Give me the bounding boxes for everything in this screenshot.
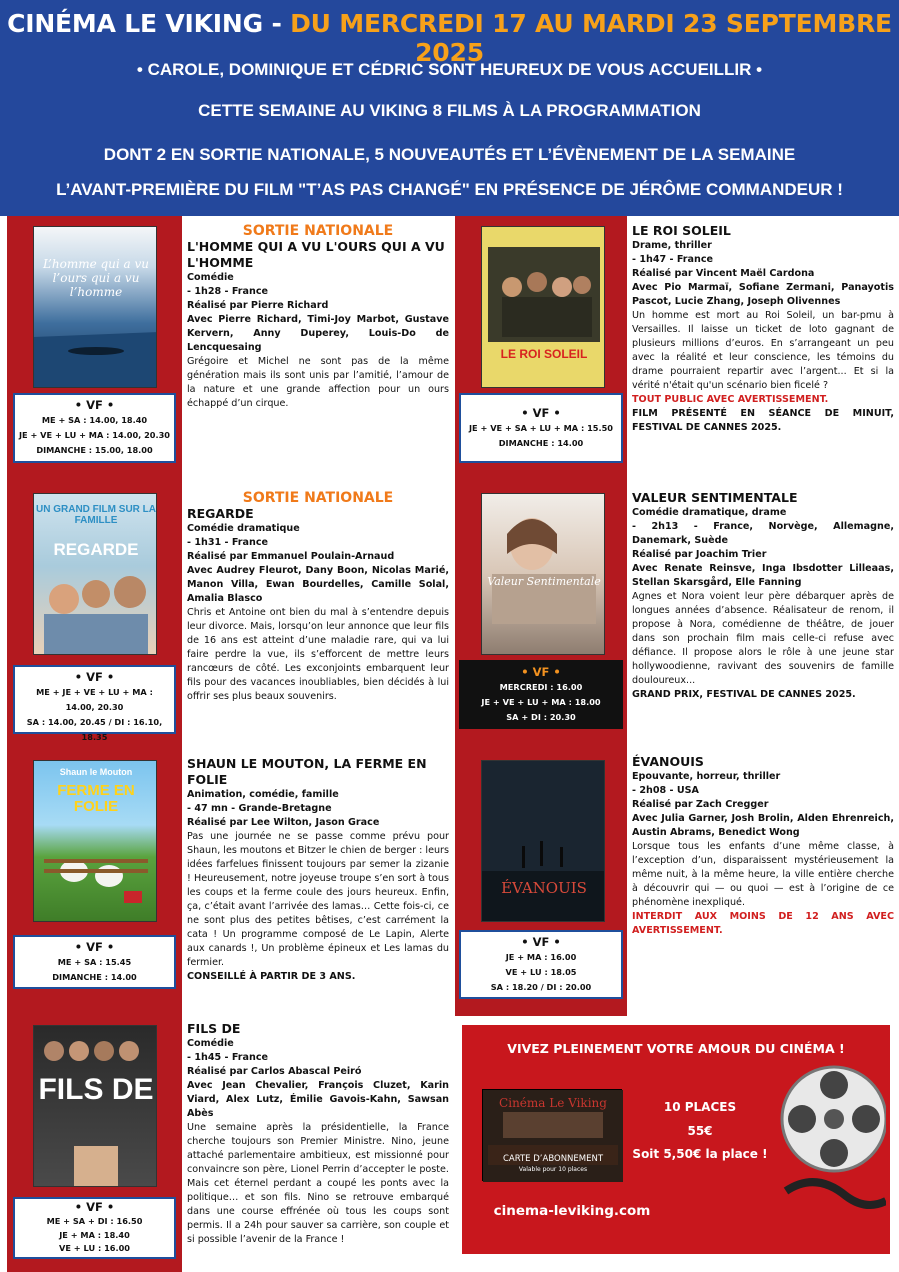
film-synopsis: Chris et Antoine ont bien du mal à s’entendre depuis leur divorce. Mais, lorsqu’on leur annonce que leur fils de 16 ans est atteint d’une maladie rare, qui va lui faire perdre la vue, ils s’efforcent de mettre leurs rancœurs de côté. Les exconjoints embarquent leur fils pour des vacances inoubliables, bien décidés à lui offrir ses plus beaux souvenirs. bbox=[187, 607, 449, 702]
film-fils-de bbox=[187, 1021, 449, 1247]
film-genre: Comédie bbox=[187, 1038, 234, 1049]
showtimes-homme bbox=[13, 393, 176, 463]
poster-homme-art bbox=[34, 227, 157, 388]
promo-heading: VIVEZ PLEINEMENT VOTRE AMOUR DU CINÉMA ! bbox=[507, 1041, 845, 1056]
showtimes-fils-de bbox=[13, 1197, 176, 1259]
programme-line: CETTE SEMAINE AU VIKING 8 FILMS À LA PROGRAMMATION bbox=[198, 101, 701, 120]
film-info: - 1h31 - France bbox=[187, 537, 269, 548]
badge-sortie-nationale: SORTIE NATIONALE bbox=[242, 223, 394, 239]
film-info: - 1h47 - France bbox=[632, 254, 714, 265]
poster-shaun-top: Shaun le Mouton bbox=[59, 767, 133, 777]
event-line: L’AVANT-PREMIÈRE DU FILM "T’AS PAS CHANGÉ" EN PRÉSENCE DE JÉRÔME COMMANDEUR ! bbox=[56, 180, 843, 199]
film-synopsis: Un homme est mort au Roi Soleil, un bar-pmu à Versailles. Il laisse un ticket de loto gagnant de plusieurs millions d’euros. En s’arrangeant un peu avec la réalité et leur conscience, les témoins du drame pourraient repartir avec l’argent... Et si la vérité n'était qu'un scénario bien ficelé ? bbox=[632, 310, 894, 391]
film-genre: Drame, thriller bbox=[632, 240, 712, 251]
page-title bbox=[0, 9, 899, 67]
showtime-line: VE + LU : 18.05 bbox=[505, 967, 577, 977]
showtime-line: ME + SA + DI : 16.50 bbox=[46, 1216, 143, 1226]
film-synopsis: Agnes et Nora voient leur père débarquer après de longues années d’absence. Réalisateur de renom, il propose à Nora, comédienne de théâtre, de jouer dans son prochain film mais celle-ci refuse avec défiance. Il propose alors le rôle à une jeune star hollywoodienne, ravivant des souvenirs de famille douloureux... bbox=[632, 591, 894, 686]
card-name: Cinéma Le Viking bbox=[499, 1096, 607, 1110]
poster-roi-title: LE ROI SOLEIL bbox=[500, 347, 588, 361]
film-cast: Avec Renate Reinsve, Inga Ibsdotter Lilleaas, Stellan Skarsgård, Elle Fanning bbox=[632, 563, 894, 588]
film-title: L'HOMME QUI A VU L'OURS QUI A VU L'HOMME bbox=[187, 239, 445, 270]
subscription-card bbox=[482, 1089, 622, 1181]
showtime-line: ME + SA : 14.00, 18.40 bbox=[41, 415, 148, 425]
promo-places: 10 PLACES bbox=[663, 1100, 737, 1114]
film-director: Réalisé par Lee Wilton, Jason Grace bbox=[187, 817, 380, 828]
film-valeur bbox=[632, 490, 894, 702]
releases-line: DONT 2 EN SORTIE NATIONALE, 5 NOUVEAUTÉS ET L’ÉVÈNEMENT DE LA SEMAINE bbox=[103, 145, 796, 164]
vf-label: • VF • bbox=[74, 940, 115, 954]
vf-label: • VF • bbox=[74, 398, 115, 412]
promo-per-place: Soit 5,50€ la place ! bbox=[632, 1147, 768, 1161]
film-note: CONSEILLÉ À PARTIR DE 3 ANS. bbox=[187, 971, 356, 982]
showtime-line: JE + VE + LU + MA : 18.00 bbox=[481, 697, 601, 707]
film-regarde bbox=[187, 490, 449, 704]
showtime-line: SA : 18.20 / DI : 20.00 bbox=[490, 982, 592, 992]
film-synopsis: Lorsque tous les enfants d’une même classe, à l’exception d’un, disparaissent mystérieusement la même nuit, à la même heure, la ville entière cherche à découvrir qui — ou quoi — est à l’origine de ce phénomène inexpliqué. bbox=[632, 841, 894, 908]
film-director: Réalisé par Joachim Trier bbox=[632, 549, 767, 560]
showtime-line: ME + JE + VE + LU + MA : bbox=[36, 687, 153, 697]
film-cast: Avec Pierre Richard, Timi-Joy Marbot, Gustave Kervern, Anny Duperey, Louis-Do de Lencquesaing bbox=[187, 314, 449, 353]
poster-fils-de[interactable] bbox=[33, 1025, 157, 1187]
film-shaun bbox=[187, 756, 449, 984]
film-cast: Avec Jean Chevalier, François Cluzet, Karin Viard, Alex Lutz, Émilie Gavois-Kahn, Sawsan Abès bbox=[187, 1080, 449, 1119]
film-cast: Avec Julia Garner, Josh Brolin, Alden Ehrenreich, Austin Abrams, Benedict Wong bbox=[632, 813, 894, 838]
vf-label: • VF • bbox=[521, 665, 561, 679]
vf-label: • VF • bbox=[74, 670, 115, 684]
film-cast: Avec Audrey Fleurot, Dany Boon, Nicolas Marié, Manon Villa, Ewan Bourdelles, Camille Solal, Amalia Blasco bbox=[187, 565, 449, 604]
film-director: Réalisé par Emmanuel Poulain-Arnaud bbox=[187, 551, 395, 562]
poster-evanouis[interactable] bbox=[481, 760, 605, 922]
film-genre: Animation, comédie, famille bbox=[187, 789, 339, 800]
film-warning: TOUT PUBLIC AVEC AVERTISSEMENT. bbox=[632, 394, 829, 405]
poster-regarde-tagline: UN GRAND FILM SUR LA FAMILLE bbox=[36, 504, 156, 526]
film-title: ÉVANOUIS bbox=[632, 754, 704, 769]
showtime-line: SA + DI : 20.30 bbox=[506, 712, 576, 722]
showtimes-regarde bbox=[13, 665, 176, 742]
film-director: Réalisé par Pierre Richard bbox=[187, 300, 329, 311]
film-roi-soleil bbox=[632, 223, 894, 435]
film-director: Réalisé par Zach Cregger bbox=[632, 799, 769, 810]
film-genre: Comédie bbox=[187, 272, 234, 283]
badge-sortie-nationale: SORTIE NATIONALE bbox=[242, 490, 394, 506]
promo-price: 55€ bbox=[687, 1124, 713, 1138]
film-title: REGARDE bbox=[187, 506, 254, 521]
film-reel-icon bbox=[776, 1061, 886, 1221]
film-note: GRAND PRIX, FESTIVAL DE CANNES 2025. bbox=[632, 689, 856, 700]
poster-regarde[interactable] bbox=[33, 493, 157, 655]
showtimes-shaun bbox=[13, 935, 176, 989]
film-director: Réalisé par Carlos Abascal Peiró bbox=[187, 1066, 362, 1077]
poster-valeur[interactable] bbox=[481, 493, 605, 655]
subscription-promo[interactable] bbox=[462, 1025, 890, 1254]
film-title: SHAUN LE MOUTON, LA FERME EN FOLIE bbox=[187, 756, 427, 787]
showtimes-valeur bbox=[459, 660, 623, 729]
film-warning: INTERDIT AUX MOINS DE 12 ANS AVEC AVERTISSEMENT. bbox=[632, 911, 894, 936]
film-genre: Epouvante, horreur, thriller bbox=[632, 771, 781, 782]
film-note: FILM PRÉSENTÉ EN SÉANCE DE MINUIT, FESTIVAL DE CANNES 2025. bbox=[632, 408, 894, 433]
showtimes-evanouis bbox=[459, 930, 623, 999]
showtime-line: DIMANCHE : 14.00 bbox=[498, 438, 584, 448]
showtime-line: SA : 14.00, 20.45 / DI : 16.10, 18.35 bbox=[26, 717, 163, 742]
showtime-line: JE + VE + LU + MA : 14.00, 20.30 bbox=[18, 430, 171, 440]
card-label: CARTE D’ABONNEMENT bbox=[502, 1154, 604, 1164]
poster-shaun-art bbox=[34, 761, 157, 922]
week-dates: DU MERCREDI 17 AU MARDI 23 SEPTEMBRE 2025 bbox=[290, 9, 892, 67]
poster-homme-title: L’homme qui a vu l’ours qui a vu l’homme bbox=[42, 257, 150, 299]
film-evanouis bbox=[632, 754, 894, 938]
poster-filsde-title: FILS DE bbox=[38, 1073, 154, 1106]
card-sub: Valable pour 10 places bbox=[518, 1166, 588, 1173]
poster-roi-soleil[interactable] bbox=[481, 226, 605, 388]
showtime-line: DIMANCHE : 14.00 bbox=[52, 972, 137, 982]
showtime-line: JE + MA : 18.40 bbox=[59, 1229, 130, 1240]
poster-shaun-title: FERME EN FOLIE bbox=[57, 782, 135, 815]
page-header bbox=[0, 0, 899, 216]
showtime-line: VE + LU : 16.00 bbox=[59, 1243, 130, 1253]
film-info: - 47 mn - Grande-Bretagne bbox=[187, 803, 332, 814]
film-cast: Avec Pio Marmaï, Sofiane Zermani, Panayotis Pascot, Lucie Zhang, Joseph Olivennes bbox=[632, 282, 894, 307]
poster-evanouis-art bbox=[482, 761, 605, 922]
film-genre: Comédie dramatique, drame bbox=[632, 507, 787, 518]
film-info: - 1h45 - France bbox=[187, 1052, 269, 1063]
film-homme bbox=[187, 223, 449, 411]
film-title: VALEUR SENTIMENTALE bbox=[632, 490, 798, 505]
poster-evanouis-title: ÉVANOUIS bbox=[501, 879, 587, 897]
showtime-line: JE + MA : 16.00 bbox=[505, 952, 577, 962]
film-title: LE ROI SOLEIL bbox=[632, 223, 731, 238]
showtime-line: MERCREDI : 16.00 bbox=[499, 682, 583, 692]
vf-label: • VF • bbox=[521, 406, 561, 420]
film-genre: Comédie dramatique bbox=[187, 523, 300, 534]
poster-roi-art bbox=[482, 227, 605, 388]
film-synopsis: Pas une journée ne se passe comme prévu pour Shaun, les moutons et Bitzer le chien de berger : leurs idées farfelues finissent toujours par semer la zizanie ! Heureusement, notre joyeuse troupe s’en sort à tous les coups et la ferme coule des jours heureux. Enfin, ça, c’était avant l’arrivée des lamas… Cette fois-ci, ce ne sont plus des petites bêtises, c’est carrément la cata ! Un programme composé de Le Lapin, Alerte aux canards !, Un problème épineux et Les lamas du fermier. bbox=[187, 831, 449, 968]
showtime-line: DIMANCHE : 15.00, 18.00 bbox=[36, 445, 153, 455]
showtime-line: 14.00, 20.30 bbox=[65, 702, 124, 712]
poster-valeur-title: Valeur Sentimentale bbox=[487, 575, 601, 588]
film-info: - 2h08 - USA bbox=[632, 785, 699, 796]
poster-regarde-art bbox=[34, 494, 157, 655]
promo-website[interactable]: cinema-leviking.com bbox=[493, 1203, 651, 1219]
film-info: - 1h28 - France bbox=[187, 286, 269, 297]
film-synopsis: Une semaine après la présidentielle, la France cherche toujours son Premier Ministre. Nino, jeune attaché parlementaire ambitieux, est missionné pour convaincre son père, Lionel Perrin d’accepter le poste. Mais cet éternel perdant a coupé les ponts avec la politique… et son fils. Nino se retrouve embarqué dans une course effrénée où tous les coups sont permis. Il a 24h pour sauver sa carrière, son couple et si possible l’avenir de la France ! bbox=[187, 1122, 449, 1245]
welcome-line: • CAROLE, DOMINIQUE ET CÉDRIC SONT HEUREUX DE VOUS ACCUEILLIR • bbox=[136, 60, 763, 79]
showtime-line: ME + SA : 15.45 bbox=[57, 957, 132, 967]
showtimes-roi-soleil bbox=[459, 393, 623, 463]
vf-label: • VF • bbox=[74, 1200, 115, 1214]
poster-filsde-art bbox=[34, 1026, 157, 1187]
film-director: Réalisé par Vincent Maël Cardona bbox=[632, 268, 815, 279]
poster-shaun[interactable] bbox=[33, 760, 157, 922]
vf-label: • VF • bbox=[521, 935, 561, 949]
cinema-name: CINÉMA LE VIKING - bbox=[7, 9, 291, 38]
film-info: - 2h13 - France, Norvège, Allemagne, Danemark, Suède bbox=[632, 521, 894, 546]
film-synopsis: Grégoire et Michel ne sont pas de la même génération mais ils sont unis par l’amitié, l’amour de la nature et une grande affection pour un ours échappé d’un cirque. bbox=[187, 356, 449, 409]
poster-homme[interactable] bbox=[33, 226, 157, 388]
poster-regarde-title: REGARDE bbox=[53, 540, 139, 559]
showtime-line: JE + VE + SA + LU + MA : 15.50 bbox=[469, 423, 613, 433]
film-title: FILS DE bbox=[187, 1021, 241, 1036]
